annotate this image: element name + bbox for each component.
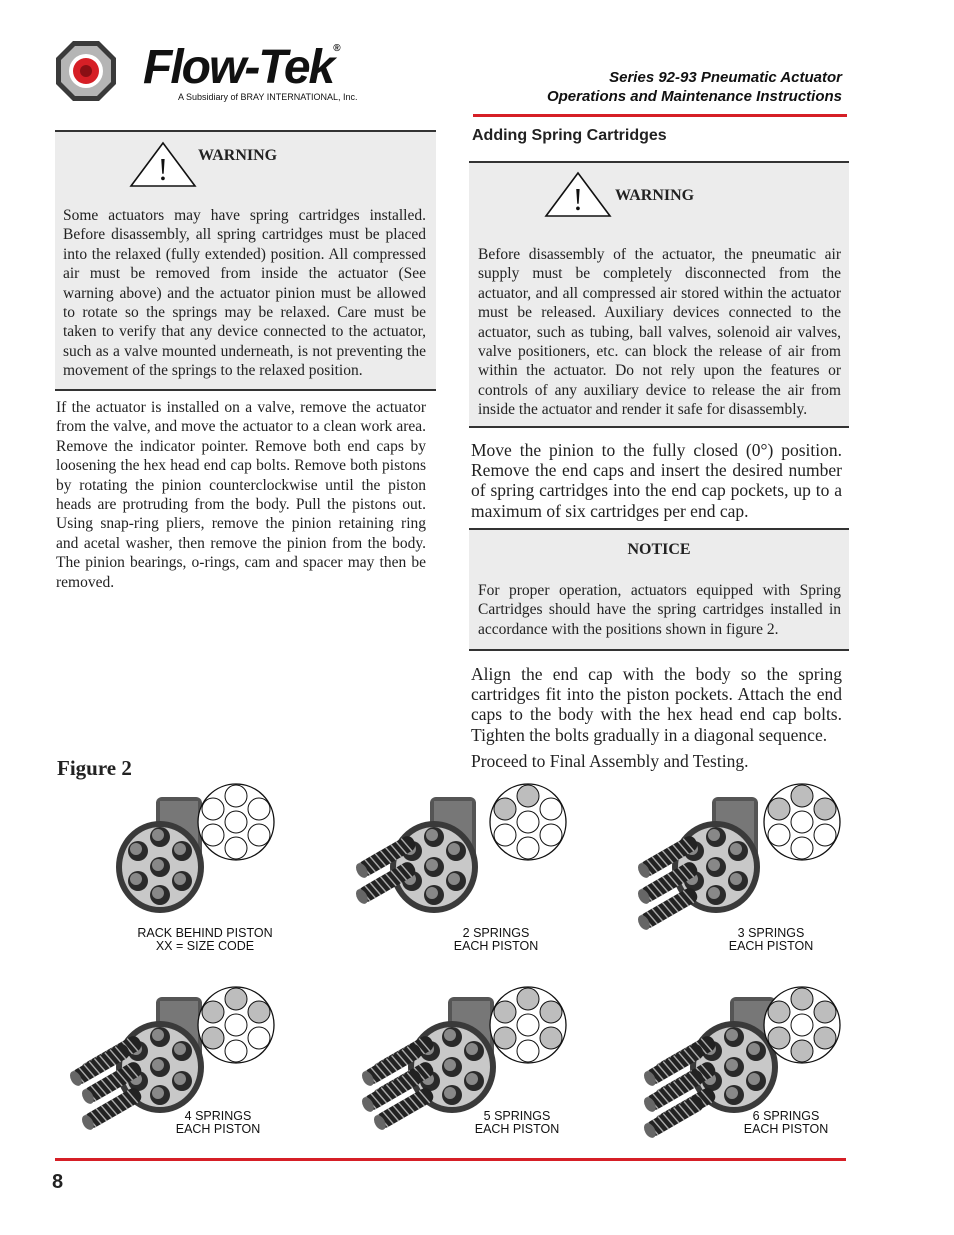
caption-line-2: EACH PISTON: [175, 1122, 261, 1136]
caption-line-2: EACH PISTON: [474, 1122, 560, 1136]
svg-text:!: !: [572, 181, 584, 217]
caption-line-2: EACH PISTON: [743, 1122, 829, 1136]
figure-title: Figure 2: [57, 756, 132, 780]
brand-logo: [55, 40, 117, 102]
figure-caption: [706, 1110, 866, 1136]
figure-caption: [138, 1110, 298, 1136]
caption-line-1: 4 SPRINGS: [184, 1109, 252, 1123]
header-subtitle: Operations and Maintenance Instructions: [546, 88, 842, 105]
notice-text: For proper operation, actuators equipped with Spring Cartridges should have the spring cartridges installed in accordance with the positions shown in figure 2.: [478, 582, 841, 638]
left-warning-box: [55, 130, 436, 391]
caption-line-1: 2 SPRINGS: [462, 926, 530, 940]
caption-line-1: RACK BEHIND PISTON: [137, 926, 273, 940]
caption-line-1: 3 SPRINGS: [737, 926, 805, 940]
page-number: 8: [52, 1171, 64, 1193]
spring-position-diagram: [762, 782, 842, 862]
right-warning-label: WARNING: [615, 187, 695, 204]
left-body-text: If the actuator is installed on a valve, remove the actuator from the valve, and move the actuator to a clean work area. Remove the indicator pointer. Remove both end caps by loosening the hex head end cap bolts. Remove both pistons by rotating the pinion counterclockwise until the piston heads are protruding from the body. Pull the pistons out. Using snap-ring pliers, remove the pinion retaining ring and acetal washer, then remove the pinion from the body. The pinion bearings, o-rings, cam and spacer may then be removed.: [56, 399, 426, 591]
caption-line-1: 5 SPRINGS: [483, 1109, 551, 1123]
figure-caption: [691, 927, 851, 953]
logo-octagon-icon: [55, 40, 117, 102]
figure-caption: [437, 1110, 597, 1136]
spring-position-diagram: [196, 985, 276, 1065]
svg-text:!: !: [157, 151, 169, 187]
caption-line-2: XX = SIZE CODE: [155, 939, 255, 953]
spring-position-diagram: [488, 782, 568, 862]
caption-line-2: EACH PISTON: [728, 939, 814, 953]
spring-position-diagram: [762, 985, 842, 1065]
right-para-1: Move the pinion to the fully closed (0°) position. Remove the end caps and insert the desired number of spring cartridges into the end cap pockets, up to a maximum of six cartridges per end cap.: [471, 440, 842, 521]
notice-label: NOTICE: [627, 541, 691, 558]
notice-box: [469, 528, 849, 651]
right-warning-box: [469, 161, 849, 428]
figure-caption: [125, 927, 285, 953]
right-para-2: Align the end cap with the body so the spring cartridges fit into the piston pockets. Attach the end caps to the body with the hex head end cap bolts. Tighten the bolts gradually in a diagonal sequence.: [471, 664, 842, 745]
warning-triangle-icon: [543, 170, 613, 218]
caption-line-1: 6 SPRINGS: [752, 1109, 820, 1123]
right-para-3: Proceed to Final Assembly and Testing.: [471, 751, 749, 771]
left-warning-text: Some actuators may have spring cartridges installed. Before disassembly, all spring cartridges must be placed into the relaxed (fully extended) position. All compressed air must be removed from inside the actuator (See warning above) and the actuator pinion must be allowed to rotate so the springs may be relaxed. Care must be taken to verify that any device connected to the actuator, such as a valve mounted underneath, is not preventing the movement of the springs to the relaxed position.: [63, 207, 426, 380]
spring-position-diagram: [488, 985, 568, 1065]
brand-subsidiary: A Subsidiary of BRAY INTERNATIONAL, Inc.: [178, 92, 358, 102]
warning-triangle-icon: [128, 140, 198, 188]
brand-wordmark: Flow-Tek®: [143, 41, 341, 94]
left-warning-label: WARNING: [198, 147, 278, 164]
spring-position-diagram: [196, 782, 276, 862]
caption-line-2: EACH PISTON: [453, 939, 539, 953]
footer-rule: [55, 1158, 846, 1161]
figure-caption: [416, 927, 576, 953]
header-rule: [473, 114, 847, 117]
right-warning-text: Before disassembly of the actuator, the pneumatic air supply must be completely disconnected from the actuator, and all compressed air stored within the actuator must be released. Auxiliary devices connected to the actuator, such as tubing, ball valves, solenoid air valves, valve positioners, etc. can block the release of air from within the actuator. Do not rely upon the features or controls of any auxiliary device to release the air from inside the actuator and render it safe for disassembly.: [478, 246, 841, 419]
header-series: Series 92-93 Pneumatic Actuator: [609, 69, 842, 86]
section-title: Adding Spring Cartridges: [472, 127, 667, 144]
